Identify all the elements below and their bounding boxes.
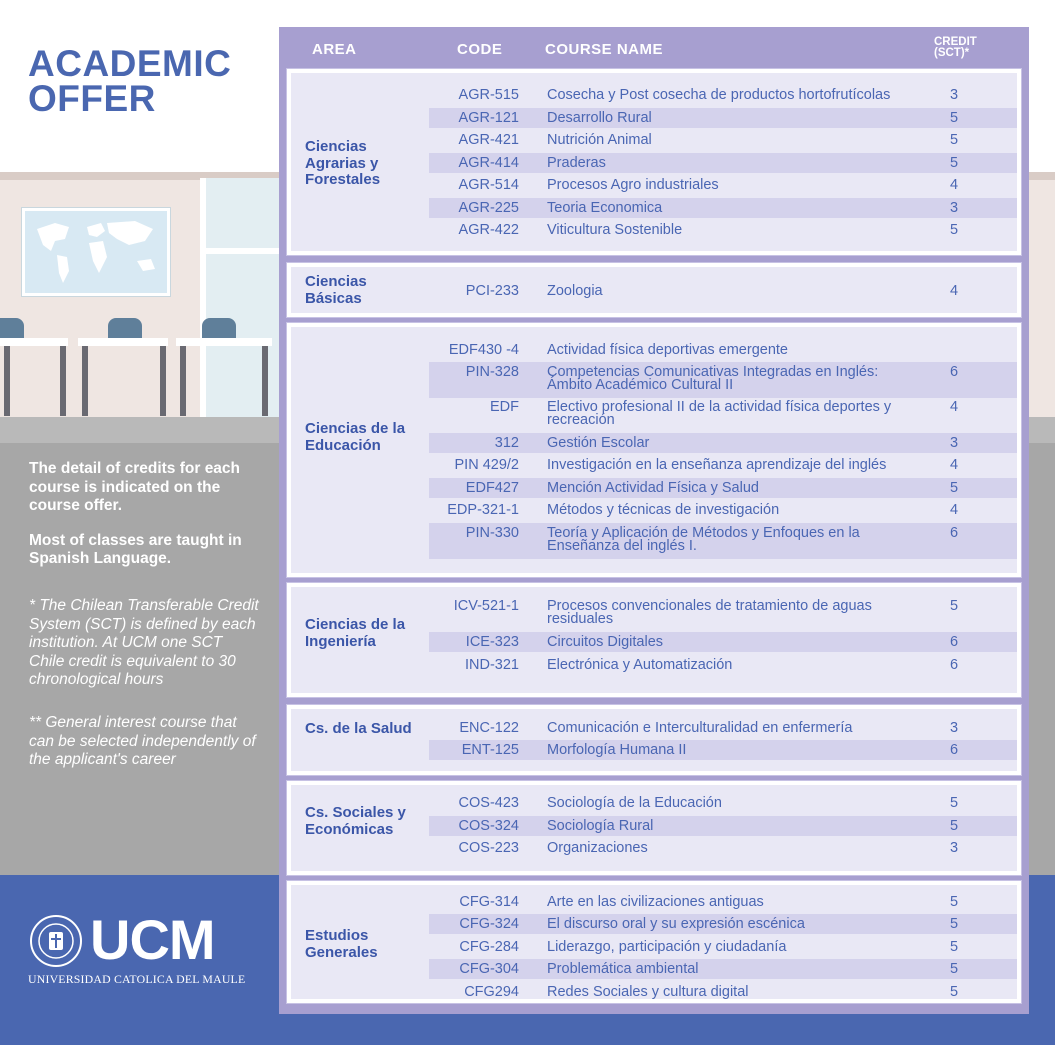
course-credit: 5 xyxy=(949,155,959,171)
table-row xyxy=(429,523,1017,559)
course-name: Gestión Escolar xyxy=(547,435,650,451)
course-credit: 5 xyxy=(949,939,959,955)
course-code: EDF xyxy=(490,399,519,415)
course-credit: 6 xyxy=(949,742,959,758)
course-name: Mención Actividad Física y Salud xyxy=(547,480,759,496)
course-name: Investigación en la enseñanza aprendizaje del inglés xyxy=(547,457,887,473)
course-code: AGR-414 xyxy=(458,155,519,171)
course-credit: 4 xyxy=(949,502,959,518)
course-name: Problemática ambiental xyxy=(547,961,699,977)
course-code: AGR-421 xyxy=(458,132,519,148)
area-label: Ciencias Básicas xyxy=(305,273,367,307)
course-code: ENT-125 xyxy=(461,742,519,758)
desk-leg xyxy=(82,346,88,416)
table-row xyxy=(429,220,1017,240)
table-row xyxy=(429,340,1017,360)
logo-wordmark: UCM xyxy=(90,908,215,971)
course-name: Viticultura Sostenible xyxy=(547,222,683,238)
course-group xyxy=(287,705,1021,775)
course-code: ICV-521-1 xyxy=(453,598,519,614)
course-name: Redes Sociales y cultura digital xyxy=(547,984,749,1000)
chair-icon xyxy=(0,318,24,340)
table-row xyxy=(429,740,1017,760)
course-group xyxy=(287,69,1021,255)
course-name: Procesos convencionales de tratamiento de aguas residuales xyxy=(547,598,872,627)
course-name: Teoría y Aplicación de Métodos y Enfoques en la Enseñanza del inglés I. xyxy=(547,525,860,554)
course-credit: 4 xyxy=(949,457,959,473)
course-group xyxy=(287,881,1021,1003)
course-credit: 5 xyxy=(949,961,959,977)
world-map-shape xyxy=(25,211,167,293)
title-line-1: ACADEMIC xyxy=(28,43,232,84)
table-row xyxy=(429,85,1017,105)
course-credit: 6 xyxy=(949,525,959,541)
course-credit: 6 xyxy=(949,657,959,673)
course-credit: 5 xyxy=(949,795,959,811)
course-code: AGR-121 xyxy=(458,110,519,126)
table-row xyxy=(429,718,1017,738)
course-credit: 5 xyxy=(949,110,959,126)
course-name: Morfología Humana II xyxy=(547,742,687,758)
table-row xyxy=(429,816,1017,836)
course-code: CFG-314 xyxy=(459,894,519,910)
course-group xyxy=(287,263,1021,317)
desk-leg xyxy=(160,346,166,416)
area-label: Ciencias de la Educación xyxy=(305,420,406,454)
desk-leg xyxy=(4,346,10,416)
table-row xyxy=(429,478,1017,498)
desk-icon xyxy=(78,338,168,346)
course-name: Sociología de la Educación xyxy=(547,795,722,811)
course-group xyxy=(287,781,1021,875)
course-table xyxy=(279,27,1029,1014)
course-group xyxy=(287,583,1021,697)
course-credit: 5 xyxy=(949,818,959,834)
course-credit: 3 xyxy=(949,200,959,216)
table-row xyxy=(429,892,1017,912)
course-code: AGR-514 xyxy=(458,177,519,193)
course-credit: 6 xyxy=(949,364,959,380)
table-row xyxy=(429,959,1017,979)
course-name: Cosecha y Post cosecha de productos hortofrutícolas xyxy=(547,87,891,103)
course-name: Electivo profesional II de la actividad física deportes y recreación xyxy=(547,399,892,428)
course-code: PIN-328 xyxy=(465,364,519,380)
course-credit: 4 xyxy=(949,399,959,415)
table-row xyxy=(429,655,1017,675)
desk-leg xyxy=(262,346,268,416)
course-code: EDP-321-1 xyxy=(447,502,519,518)
course-code: PIN 429/2 xyxy=(454,457,519,473)
course-credit: 5 xyxy=(949,222,959,238)
course-name: Procesos Agro industriales xyxy=(547,177,719,193)
area-label: Estudios Generales xyxy=(305,927,378,961)
table-row xyxy=(429,596,1017,632)
course-credit: 6 xyxy=(949,634,959,650)
course-credit: 4 xyxy=(949,177,959,193)
chair-icon xyxy=(202,318,236,340)
course-name: Arte en las civilizaciones antiguas xyxy=(547,894,764,910)
course-code: 312 xyxy=(494,435,519,451)
course-code: IND-321 xyxy=(465,657,519,673)
logo-university-name: UNIVERSIDAD CATOLICA DEL MAULE xyxy=(28,972,246,986)
table-row xyxy=(429,500,1017,520)
area-label: Ciencias de la Ingeniería xyxy=(305,616,406,650)
course-name: Zoologia xyxy=(547,283,603,299)
course-code: PIN-330 xyxy=(465,525,519,541)
table-row xyxy=(429,175,1017,195)
course-code: CFG-304 xyxy=(459,961,519,977)
header-credit: CREDIT (SCT)* xyxy=(934,36,977,59)
course-credit: 5 xyxy=(949,132,959,148)
table-row xyxy=(429,838,1017,858)
sidebar-notes xyxy=(29,460,259,786)
table-row xyxy=(429,455,1017,475)
note-language: Most of classes are taught in Spanish Language. xyxy=(29,531,242,568)
course-credit: 5 xyxy=(949,916,959,932)
course-code: ENC-122 xyxy=(459,720,519,736)
course-name: Teoria Economica xyxy=(547,200,663,216)
desk-leg xyxy=(180,346,186,416)
course-name: Electrónica y Automatización xyxy=(547,657,733,673)
world-map-icon xyxy=(22,208,170,296)
course-code: ICE-323 xyxy=(465,634,519,650)
desk-icon xyxy=(0,338,68,346)
course-credit: 5 xyxy=(949,894,959,910)
title-line-2: OFFER xyxy=(28,78,156,119)
course-name: Liderazgo, participación y ciudadanía xyxy=(547,939,787,955)
table-row xyxy=(429,397,1017,433)
course-code: COS-423 xyxy=(458,795,519,811)
course-code: CFG-284 xyxy=(459,939,519,955)
course-code: CFG-324 xyxy=(459,916,519,932)
course-credit: 3 xyxy=(949,840,959,856)
course-name: Organizaciones xyxy=(547,840,648,856)
course-credit: 5 xyxy=(949,984,959,1000)
window-illustration xyxy=(200,178,286,418)
table-row xyxy=(429,198,1017,218)
table-row xyxy=(429,108,1017,128)
header-code: CODE xyxy=(457,41,503,58)
ucm-logo xyxy=(28,908,246,992)
course-credit: 3 xyxy=(949,87,959,103)
area-label: Cs. de la Salud xyxy=(305,720,412,737)
table-row xyxy=(429,632,1017,652)
table-row xyxy=(429,153,1017,173)
course-credit: 5 xyxy=(949,480,959,496)
table-row xyxy=(429,937,1017,957)
course-name: Actividad física deportivas emergente xyxy=(547,342,788,358)
course-credit: 3 xyxy=(949,720,959,736)
desk-icon xyxy=(176,338,272,346)
course-code: AGR-515 xyxy=(458,87,519,103)
university-seal-icon xyxy=(30,915,82,967)
table-row xyxy=(429,982,1017,1002)
course-credit: 5 xyxy=(949,598,959,614)
area-label: Cs. Sociales y Económicas xyxy=(305,804,406,838)
header-course-name: COURSE NAME xyxy=(545,41,664,58)
course-name: Circuitos Digitales xyxy=(547,634,664,650)
table-header xyxy=(279,27,1029,69)
table-row xyxy=(429,914,1017,934)
course-code: AGR-422 xyxy=(458,222,519,238)
header-area: AREA xyxy=(312,41,357,58)
desk-leg xyxy=(60,346,66,416)
table-row xyxy=(429,281,1017,301)
course-code: COS-223 xyxy=(458,840,519,856)
table-row xyxy=(429,130,1017,150)
note-sct: * The Chilean Transferable Credit System (SCT) is defined by each institution. At UCM one SCT Chile credit is equivalent to 30 chronological hours xyxy=(29,596,259,689)
course-credit: 3 xyxy=(949,435,959,451)
course-code: PCI-233 xyxy=(465,283,519,299)
course-code: COS-324 xyxy=(458,818,519,834)
course-name: Desarrollo Rural xyxy=(547,110,652,126)
course-name: Sociología Rural xyxy=(547,818,654,834)
course-code: EDF430 -4 xyxy=(448,342,519,358)
course-name: Nutrición Animal xyxy=(547,132,652,148)
course-name: Competencias Comunicativas Integradas en Inglés: Ámbito Académico Cultural II xyxy=(547,364,879,393)
area-label: Ciencias Agrarias y Forestales xyxy=(305,138,381,188)
course-group xyxy=(287,323,1021,577)
course-code: AGR-225 xyxy=(458,200,519,216)
page-title xyxy=(28,43,232,119)
course-code: EDF427 xyxy=(465,480,519,496)
note-general-interest: ** General interest course that can be selected independently of the applicant's career xyxy=(29,713,256,769)
table-row xyxy=(429,433,1017,453)
table-row xyxy=(429,793,1017,813)
course-name: El discurso oral y su expresión escénica xyxy=(547,916,805,932)
seal-shape xyxy=(36,921,76,961)
course-code: CFG294 xyxy=(464,984,519,1000)
course-credit: 4 xyxy=(949,283,959,299)
course-name: Comunicación e Interculturalidad en enfermería xyxy=(547,720,853,736)
chair-icon xyxy=(108,318,142,340)
note-credits: The detail of credits for each course is indicated on the course offer. xyxy=(29,460,241,515)
course-name: Praderas xyxy=(547,155,606,171)
course-name: Métodos y técnicas de investigación xyxy=(547,502,780,518)
table-row xyxy=(429,362,1017,398)
